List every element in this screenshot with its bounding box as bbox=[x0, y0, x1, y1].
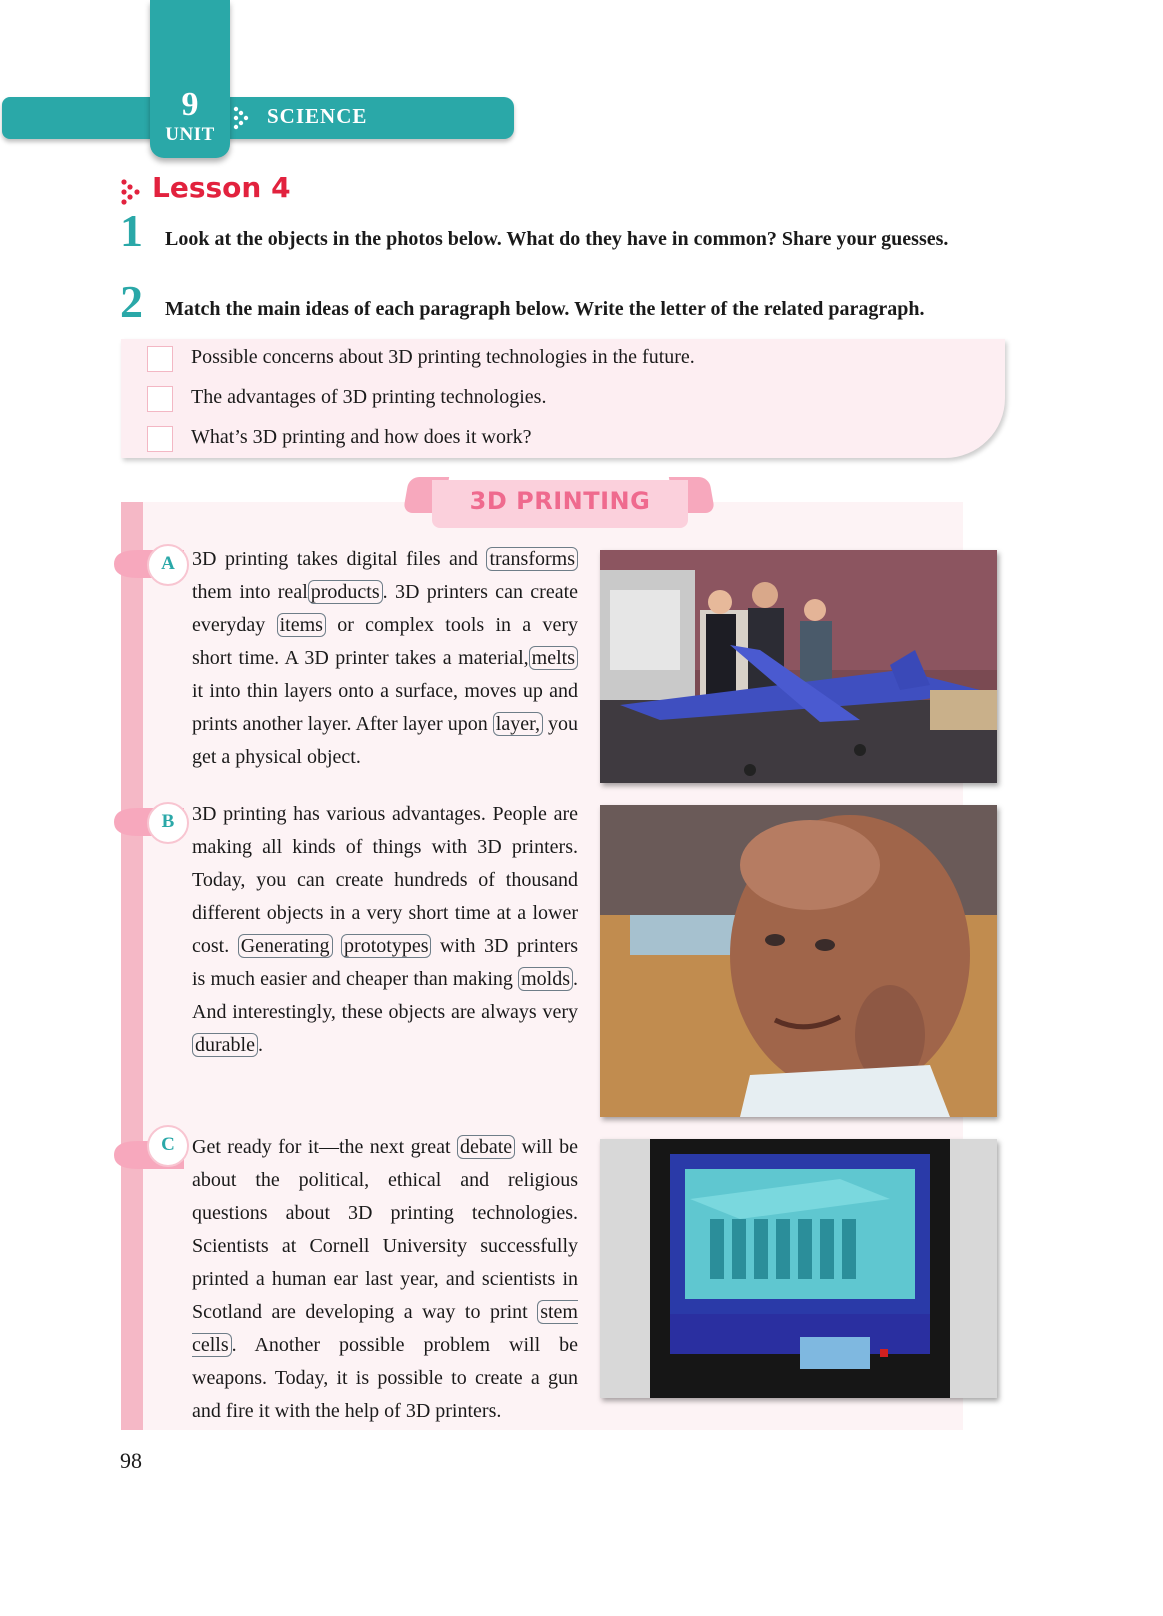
paragraph-b: 3D printing has various advantages. People are making all kinds of things with 3D printers. Today, you can create hundreds of thousand different objects in a very short time at a lower cost. Generating prototypes with 3D printers is much easier and cheaper than making molds . And interestingly, these objects are always very durable . bbox=[192, 803, 579, 1056]
keyword: melts bbox=[529, 646, 578, 670]
match-item-label: What’s 3D printing and how does it work? bbox=[191, 426, 532, 448]
match-item-label: The advantages of 3D printing technologies. bbox=[191, 386, 547, 408]
keyword: items bbox=[277, 613, 326, 637]
unit-number: 9 bbox=[181, 86, 199, 123]
keyword: debate bbox=[457, 1135, 515, 1159]
paragraph-a: 3D printing takes digital files and transforms them into real products . 3D printers can create everyday items or complex tools in a very short time. A 3D printer takes a material, melts it into thin layers onto a surface, moves up and prints another layer. After layer upon layer, you get a physical object. bbox=[192, 548, 579, 768]
reading-title: 3D PRINTING bbox=[469, 487, 651, 515]
section-title: SCIENCE bbox=[267, 104, 368, 128]
paragraph-c: Get ready for it—the next great debate will be about the political, ethical and religious questions about 3D printing technologies. Scientists at Cornell University successfully printed a human ear last year, and scientists in Scotland are developing a way to print stem cells . Another possible problem will be weapons. Today, it is possible to create a gun and fire it with the help of 3D printers. bbox=[192, 1136, 578, 1422]
keyword: durable bbox=[192, 1033, 258, 1057]
paragraph-letter-a: A bbox=[147, 544, 189, 586]
dots-icon bbox=[232, 106, 252, 130]
lesson-title: Lesson 4 bbox=[152, 171, 291, 204]
unit-tab bbox=[150, 0, 230, 158]
keyword: layer, bbox=[493, 712, 543, 736]
keyword: products bbox=[308, 580, 383, 604]
match-box bbox=[121, 339, 1005, 458]
reading-title-banner bbox=[432, 480, 688, 528]
answer-box[interactable] bbox=[147, 386, 173, 412]
question-text-2: Match the main ideas of each paragraph below. Write the letter of the related paragraph. bbox=[165, 298, 925, 320]
unit-label: UNIT bbox=[165, 124, 215, 145]
match-item-label: Possible concerns about 3D printing technologies in the future. bbox=[191, 346, 695, 368]
page-number: 98 bbox=[120, 1448, 142, 1473]
keyword: Generating bbox=[238, 934, 333, 958]
lesson-dots-icon bbox=[120, 178, 142, 206]
paragraph-letter-c: C bbox=[147, 1125, 189, 1167]
keyword: molds bbox=[518, 967, 573, 991]
photo-3d-printer bbox=[600, 1139, 997, 1398]
question-number-1: 1 bbox=[120, 205, 143, 256]
photo-3d-printed-airplane bbox=[600, 550, 997, 783]
reading-side-bar bbox=[121, 502, 143, 1430]
keyword: transforms bbox=[486, 547, 578, 571]
keyword: stem cells bbox=[192, 1301, 578, 1356]
answer-box[interactable] bbox=[147, 426, 173, 452]
unit-header-band bbox=[2, 97, 514, 139]
photo-3d-printed-face bbox=[600, 805, 997, 1117]
paragraph-letter-b: B bbox=[147, 802, 189, 844]
question-text-1: Look at the objects in the photos below. What do they have in common? Share your guesses. bbox=[165, 228, 949, 250]
answer-box[interactable] bbox=[147, 346, 173, 372]
keyword: prototypes bbox=[341, 934, 431, 958]
question-number-2: 2 bbox=[120, 276, 143, 327]
